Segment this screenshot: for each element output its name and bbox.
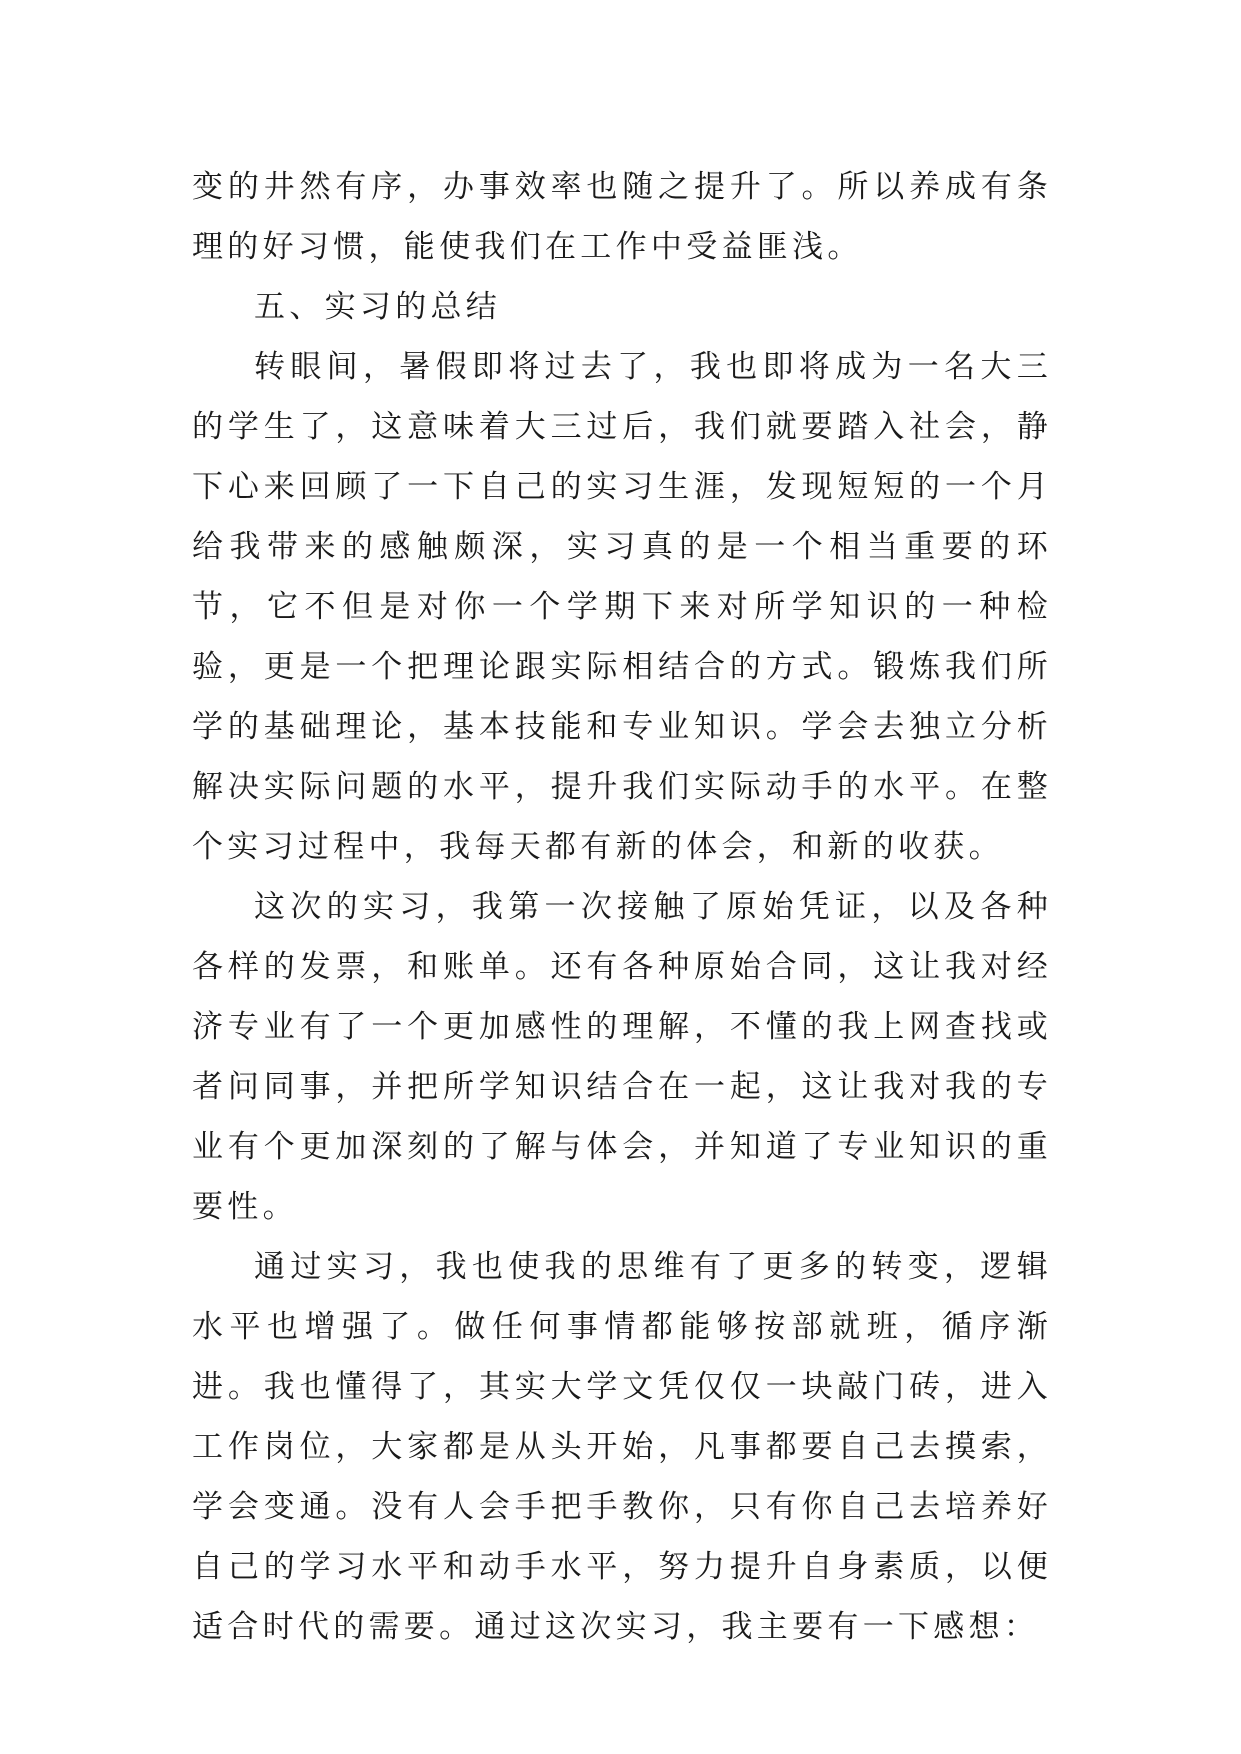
paragraph: 通过实习，我也使我的思维有了更多的转变，逻辑水平也增强了。做任何事情都能够按部就班，循序渐进。我也懂得了，其实大学文凭仅仅一块敲门砖，进入工作岗位，大家都是从头开始，凡事都要自己去摸索，学会变通。没有人会手把手教你，只有你自己去培养好自己的学习水平和动手水平，努力提升自身素质，以便适合时代的需要。通过这次实习，我主要有一下感想： [192,1249,1052,1645]
paragraph: 转眼间，暑假即将过去了，我也即将成为一名大三的学生了，这意味着大三过后，我们就要踏入社会，静下心来回顾了一下自己的实习生涯，发现短短的一个月给我带来的感触颇深，实习真的是一个相当重要的环节，它不但是对你一个学期下来对所学知识的一种检验，更是一个把理论跟实际相结合的方式。锻炼我们所学的基础理论，基本技能和专业知识。学会去独立分析解决实际问题的水平，提升我们实际动手的水平。在整个实习过程中，我每天都有新的体会，和新的收获。 [192,349,1052,865]
paragraph-continuation: 变的井然有序，办事效率也随之提升了。所以养成有条理的好习惯，能使我们在工作中受益匪浅。 [192,169,1052,265]
document-body [192,157,1052,1657]
section-heading: 五、实习的总结 [254,289,502,325]
paragraph: 这次的实习，我第一次接触了原始凭证，以及各种各样的发票，和账单。还有各种原始合同，这让我对经济专业有了一个更加感性的理解，不懂的我上网查找或者问同事，并把所学知识结合在一起，这让我对我的专业有个更加深刻的了解与体会，并知道了专业知识的重要性。 [192,889,1052,1225]
